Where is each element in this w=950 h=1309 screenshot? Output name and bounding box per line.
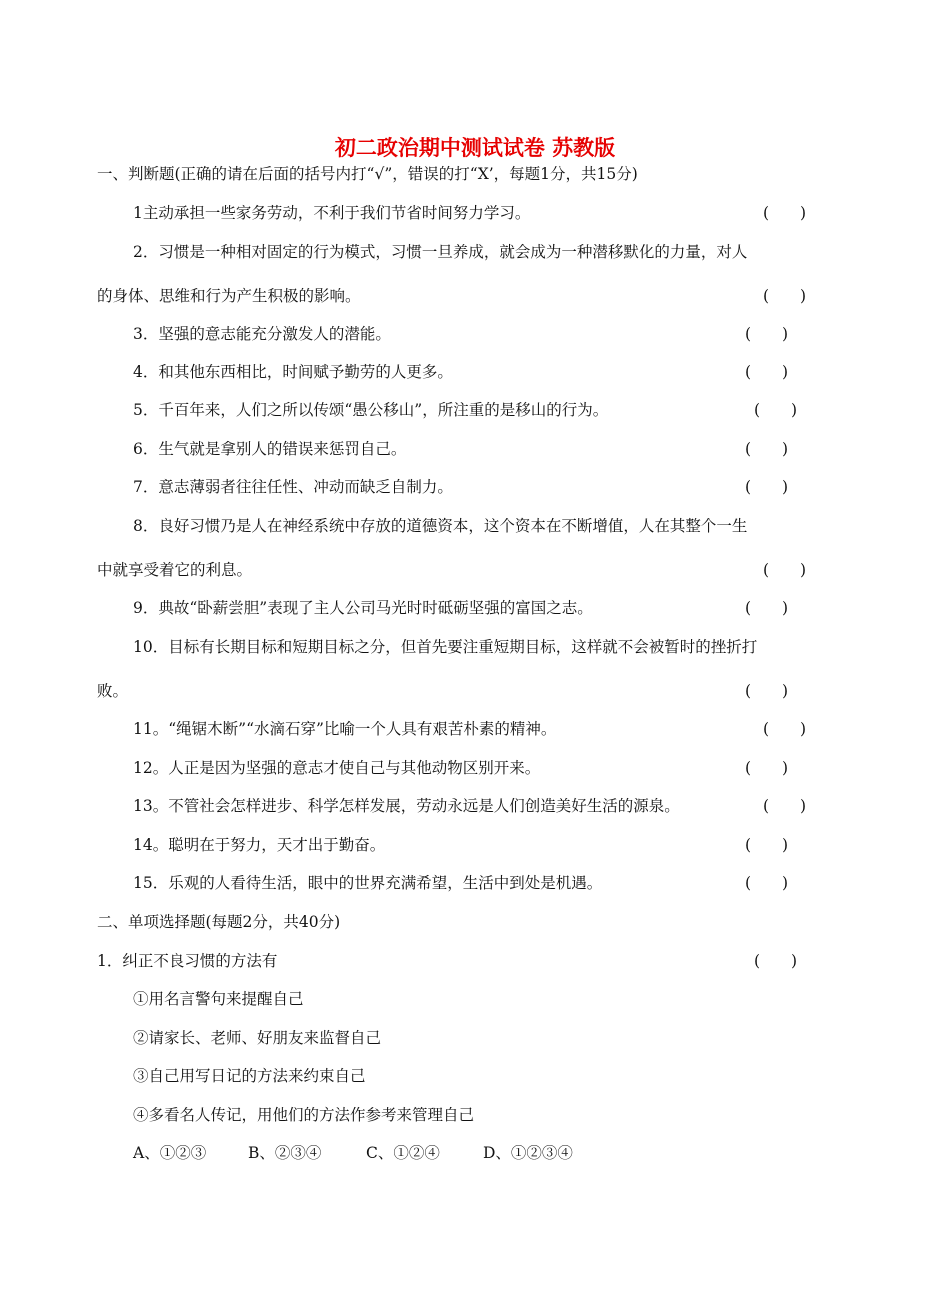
- question-12: 12。人正是因为坚强的意志才使自己与其他动物区别开来。: [133, 759, 541, 777]
- question-3: 3．坚强的意志能充分激发人的潜能。: [133, 325, 391, 343]
- question-13: 13。不管社会怎样进步、科学怎样发展，劳动永远是人们创造美好生活的源泉。: [133, 797, 680, 815]
- answer-bracket: ( ): [754, 952, 798, 970]
- answer-bracket: ( ): [754, 401, 798, 419]
- choice-b: B、②③④: [248, 1144, 322, 1162]
- answer-bracket: ( ): [763, 561, 807, 579]
- question-5: 5．千百年来，人们之所以传颂“愚公移山”，所注重的是移山的行为。: [133, 401, 609, 419]
- choice-c: C、①②④: [366, 1144, 440, 1162]
- question-8-line2: 中就享受着它的利息。: [97, 561, 253, 579]
- page-title: 初二政治期中测试试卷 苏教版: [334, 135, 616, 160]
- question-9: 9．典故“卧薪尝胆”表现了主人公司马光时时砥砺坚强的富国之志。: [133, 599, 593, 617]
- question-7: 7．意志薄弱者往往任性、冲动而缺乏自制力。: [133, 478, 453, 496]
- question-14: 14。聪明在于努力，天才出于勤奋。: [133, 836, 386, 854]
- answer-bracket: ( ): [745, 478, 789, 496]
- choice-question-1: 1．纠正不良习惯的方法有: [97, 952, 278, 970]
- question-11: 11。“绳锯木断”“水滴石穿”比喻一个人具有艰苦朴素的精神。: [133, 720, 557, 738]
- choice-d: D、①②③④: [483, 1144, 573, 1162]
- answer-bracket: ( ): [745, 440, 789, 458]
- statement-3: ③自己用写日记的方法来约束自己: [133, 1067, 366, 1085]
- answer-bracket: ( ): [763, 797, 807, 815]
- answer-bracket: ( ): [745, 874, 789, 892]
- question-4: 4．和其他东西相比，时间赋予勤劳的人更多。: [133, 363, 453, 381]
- question-8-line1: 8．良好习惯乃是人在神经系统中存放的道德资本，这个资本在不断增值，人在其整个一生: [133, 517, 748, 535]
- answer-bracket: ( ): [763, 204, 807, 222]
- answer-bracket: ( ): [745, 363, 789, 381]
- question-2-line1: 2．习惯是一种相对固定的行为模式，习惯一旦养成，就会成为一种潜移默化的力量，对人: [133, 243, 748, 261]
- question-6: 6．生气就是拿别人的错误来惩罚自己。: [133, 440, 407, 458]
- answer-bracket: ( ): [745, 682, 789, 700]
- choice-a: A、①②③: [133, 1144, 207, 1162]
- question-1: 1主动承担一些家务劳动，不利于我们节省时间努力学习。: [133, 204, 531, 222]
- question-10-line1: 10．目标有长期目标和短期目标之分，但首先要注重短期目标，这样就不会被暂时的挫折打: [133, 638, 758, 656]
- answer-bracket: ( ): [745, 759, 789, 777]
- section2-heading: 二、单项选择题(每题2分，共40分): [97, 913, 341, 931]
- section1-heading: 一、判断题(正确的请在后面的括号内打“√”，错误的打“X’，每题1分，共15分): [97, 165, 638, 183]
- statement-1: ①用名言警句来提醒自己: [133, 990, 304, 1008]
- answer-bracket: ( ): [745, 325, 789, 343]
- statement-4: ④多看名人传记，用他们的方法作参考来管理自己: [133, 1106, 475, 1124]
- answer-bracket: ( ): [745, 599, 789, 617]
- answer-bracket: ( ): [763, 720, 807, 738]
- question-10-line2: 败。: [97, 682, 129, 700]
- answer-bracket: ( ): [745, 836, 789, 854]
- answer-bracket: ( ): [763, 287, 807, 305]
- question-2-line2: 的身体、思维和行为产生积极的影响。: [97, 287, 361, 305]
- question-15: 15．乐观的人看待生活，眼中的世界充满希望，生活中到处是机遇。: [133, 874, 603, 892]
- statement-2: ②请家长、老师、好朋友来监督自己: [133, 1029, 382, 1047]
